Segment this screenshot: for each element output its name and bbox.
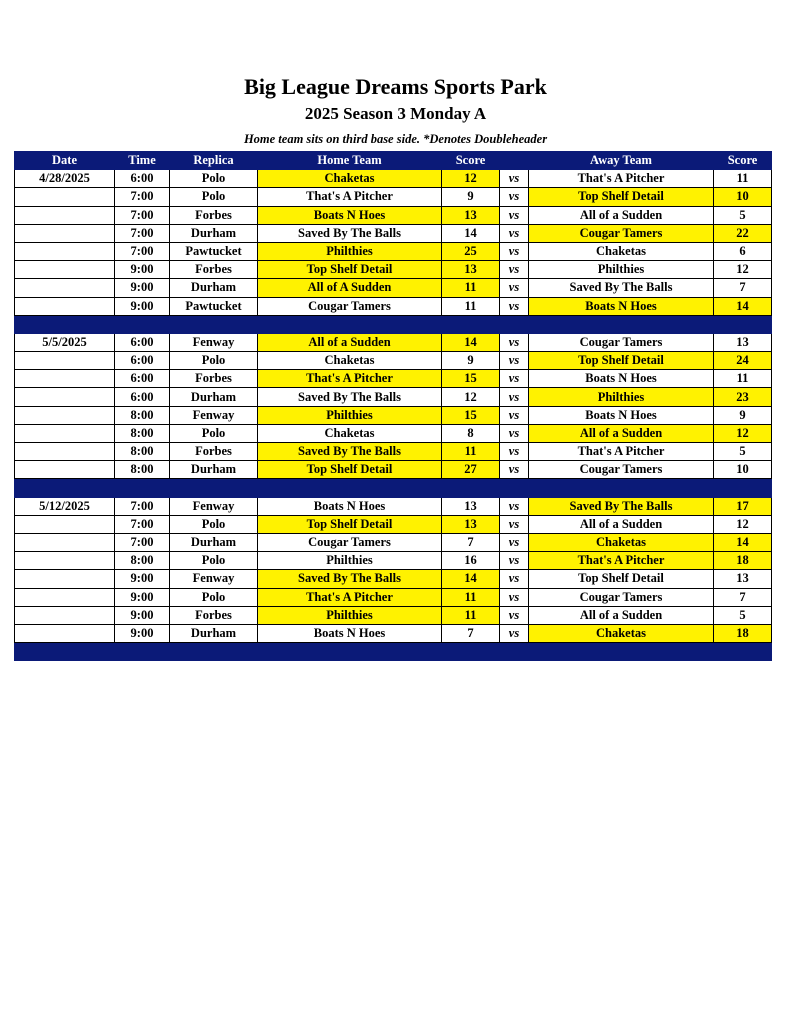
away-score: 7	[714, 279, 772, 297]
header-time: Time	[115, 152, 170, 170]
game-time: 7:00	[115, 224, 170, 242]
away-team: All of a Sudden	[529, 515, 714, 533]
game-date	[15, 242, 115, 260]
header-row	[15, 152, 772, 170]
away-score: 9	[714, 406, 772, 424]
game-field: Polo	[170, 515, 258, 533]
table-row	[15, 352, 772, 370]
away-team: Saved By The Balls	[529, 279, 714, 297]
schedule-body	[15, 170, 772, 661]
game-time: 6:00	[115, 333, 170, 351]
table-row	[15, 552, 772, 570]
game-date	[15, 570, 115, 588]
game-field: Forbes	[170, 443, 258, 461]
vs-label: vs	[500, 224, 529, 242]
game-field: Fenway	[170, 333, 258, 351]
vs-label: vs	[500, 533, 529, 551]
game-date	[15, 406, 115, 424]
home-team: Philthies	[258, 606, 442, 624]
home-score: 15	[442, 406, 500, 424]
separator-cell	[714, 643, 772, 661]
game-date	[15, 424, 115, 442]
game-field: Pawtucket	[170, 242, 258, 260]
game-time: 6:00	[115, 352, 170, 370]
away-team: Cougar Tamers	[529, 588, 714, 606]
home-score: 13	[442, 515, 500, 533]
separator-cell	[170, 315, 258, 333]
game-field: Fenway	[170, 497, 258, 515]
separator-cell	[15, 643, 115, 661]
away-team: Chaketas	[529, 242, 714, 260]
game-date	[15, 188, 115, 206]
game-field: Durham	[170, 388, 258, 406]
game-time: 9:00	[115, 606, 170, 624]
home-score: 11	[442, 297, 500, 315]
away-score: 14	[714, 297, 772, 315]
away-score: 24	[714, 352, 772, 370]
separator-cell	[258, 315, 442, 333]
away-score: 14	[714, 533, 772, 551]
away-score: 5	[714, 206, 772, 224]
separator-cell	[442, 643, 500, 661]
game-field: Polo	[170, 352, 258, 370]
table-row	[15, 497, 772, 515]
game-date: 5/5/2025	[15, 333, 115, 351]
home-team: Saved By The Balls	[258, 388, 442, 406]
game-date: 5/12/2025	[15, 497, 115, 515]
table-row	[15, 279, 772, 297]
game-date	[15, 370, 115, 388]
vs-label: vs	[500, 188, 529, 206]
away-score: 7	[714, 588, 772, 606]
table-row	[15, 333, 772, 351]
game-time: 9:00	[115, 261, 170, 279]
game-field: Durham	[170, 533, 258, 551]
header-home-score: Score	[442, 152, 500, 170]
vs-label: vs	[500, 333, 529, 351]
game-field: Polo	[170, 170, 258, 188]
away-score: 12	[714, 515, 772, 533]
home-score: 11	[442, 443, 500, 461]
separator-cell	[529, 315, 714, 333]
home-score: 14	[442, 333, 500, 351]
home-score: 11	[442, 588, 500, 606]
table-row	[15, 188, 772, 206]
away-team: That's A Pitcher	[529, 443, 714, 461]
home-team: Chaketas	[258, 424, 442, 442]
game-date	[15, 388, 115, 406]
separator-cell	[115, 315, 170, 333]
home-score: 7	[442, 533, 500, 551]
header-away-team: Away Team	[529, 152, 714, 170]
separator-cell	[500, 315, 529, 333]
away-team: Cougar Tamers	[529, 224, 714, 242]
away-score: 5	[714, 606, 772, 624]
game-time: 8:00	[115, 443, 170, 461]
home-team: Philthies	[258, 406, 442, 424]
away-team: Boats N Hoes	[529, 370, 714, 388]
home-team: Boats N Hoes	[258, 624, 442, 642]
header-home-team: Home Team	[258, 152, 442, 170]
game-time: 7:00	[115, 497, 170, 515]
home-team: Chaketas	[258, 352, 442, 370]
home-team: All of a Sudden	[258, 333, 442, 351]
home-team: Cougar Tamers	[258, 297, 442, 315]
table-row	[15, 224, 772, 242]
home-team: Saved By The Balls	[258, 570, 442, 588]
game-time: 6:00	[115, 370, 170, 388]
home-score: 7	[442, 624, 500, 642]
home-score: 12	[442, 388, 500, 406]
vs-label: vs	[500, 279, 529, 297]
vs-label: vs	[500, 261, 529, 279]
game-date	[15, 261, 115, 279]
home-team: All of A Sudden	[258, 279, 442, 297]
home-team: Philthies	[258, 242, 442, 260]
game-time: 9:00	[115, 624, 170, 642]
game-time: 8:00	[115, 461, 170, 479]
away-team: All of a Sudden	[529, 424, 714, 442]
away-team: Top Shelf Detail	[529, 570, 714, 588]
home-score: 8	[442, 424, 500, 442]
game-time: 7:00	[115, 515, 170, 533]
schedule-table	[14, 151, 772, 661]
away-score: 23	[714, 388, 772, 406]
table-row	[15, 388, 772, 406]
home-score: 14	[442, 224, 500, 242]
table-row	[15, 261, 772, 279]
vs-label: vs	[500, 170, 529, 188]
game-date	[15, 443, 115, 461]
header-date: Date	[15, 152, 115, 170]
away-team: Top Shelf Detail	[529, 188, 714, 206]
vs-label: vs	[500, 606, 529, 624]
away-score: 18	[714, 552, 772, 570]
away-score: 11	[714, 170, 772, 188]
game-field: Durham	[170, 461, 258, 479]
table-row	[15, 424, 772, 442]
home-team: Boats N Hoes	[258, 497, 442, 515]
week-separator	[15, 315, 772, 333]
game-date	[15, 552, 115, 570]
game-time: 9:00	[115, 570, 170, 588]
home-team: Cougar Tamers	[258, 533, 442, 551]
home-score: 9	[442, 352, 500, 370]
game-date	[15, 206, 115, 224]
away-score: 13	[714, 570, 772, 588]
header-replica: Replica	[170, 152, 258, 170]
game-time: 9:00	[115, 279, 170, 297]
header-vs	[500, 152, 529, 170]
away-team: All of a Sudden	[529, 206, 714, 224]
game-field: Polo	[170, 552, 258, 570]
table-row	[15, 443, 772, 461]
home-score: 11	[442, 279, 500, 297]
away-team: That's A Pitcher	[529, 170, 714, 188]
table-row	[15, 570, 772, 588]
game-date	[15, 606, 115, 624]
separator-cell	[500, 479, 529, 497]
game-time: 7:00	[115, 188, 170, 206]
away-score: 12	[714, 424, 772, 442]
home-score: 13	[442, 206, 500, 224]
vs-label: vs	[500, 443, 529, 461]
game-field: Fenway	[170, 406, 258, 424]
week-separator	[15, 643, 772, 661]
table-row	[15, 297, 772, 315]
table-row	[15, 515, 772, 533]
separator-cell	[714, 315, 772, 333]
home-team: Saved By The Balls	[258, 224, 442, 242]
table-row	[15, 406, 772, 424]
home-score: 9	[442, 188, 500, 206]
home-team: That's A Pitcher	[258, 588, 442, 606]
separator-cell	[258, 643, 442, 661]
game-field: Forbes	[170, 206, 258, 224]
away-team: Boats N Hoes	[529, 297, 714, 315]
home-score: 25	[442, 242, 500, 260]
away-score: 5	[714, 443, 772, 461]
game-field: Fenway	[170, 570, 258, 588]
separator-cell	[15, 315, 115, 333]
game-field: Polo	[170, 188, 258, 206]
game-field: Durham	[170, 279, 258, 297]
game-field: Durham	[170, 224, 258, 242]
game-time: 6:00	[115, 170, 170, 188]
game-date: 4/28/2025	[15, 170, 115, 188]
page-title: Big League Dreams Sports Park	[244, 74, 547, 99]
separator-cell	[115, 643, 170, 661]
away-score: 17	[714, 497, 772, 515]
table-row	[15, 461, 772, 479]
vs-label: vs	[500, 624, 529, 642]
home-team: Top Shelf Detail	[258, 515, 442, 533]
vs-label: vs	[500, 370, 529, 388]
game-field: Polo	[170, 588, 258, 606]
vs-label: vs	[500, 206, 529, 224]
vs-label: vs	[500, 461, 529, 479]
table-row	[15, 533, 772, 551]
separator-cell	[714, 479, 772, 497]
vs-label: vs	[500, 515, 529, 533]
table-row	[15, 606, 772, 624]
home-team: That's A Pitcher	[258, 188, 442, 206]
vs-label: vs	[500, 497, 529, 515]
home-team: Saved By The Balls	[258, 443, 442, 461]
away-team: Philthies	[529, 388, 714, 406]
game-date	[15, 588, 115, 606]
away-score: 10	[714, 461, 772, 479]
game-time: 9:00	[115, 297, 170, 315]
game-time: 7:00	[115, 533, 170, 551]
away-score: 13	[714, 333, 772, 351]
away-team: Cougar Tamers	[529, 333, 714, 351]
vs-label: vs	[500, 242, 529, 260]
game-field: Forbes	[170, 370, 258, 388]
away-team: All of a Sudden	[529, 606, 714, 624]
game-field: Forbes	[170, 261, 258, 279]
game-field: Forbes	[170, 606, 258, 624]
home-score: 14	[442, 570, 500, 588]
vs-label: vs	[500, 297, 529, 315]
separator-cell	[115, 479, 170, 497]
table-row	[15, 242, 772, 260]
away-score: 6	[714, 242, 772, 260]
home-team: Boats N Hoes	[258, 206, 442, 224]
vs-label: vs	[500, 424, 529, 442]
game-date	[15, 297, 115, 315]
vs-label: vs	[500, 388, 529, 406]
page-subtitle: 2025 Season 3 Monday A	[304, 104, 487, 123]
game-time: 7:00	[115, 206, 170, 224]
table-row	[15, 170, 772, 188]
away-team: Philthies	[529, 261, 714, 279]
separator-cell	[529, 479, 714, 497]
away-team: Cougar Tamers	[529, 461, 714, 479]
table-row	[15, 370, 772, 388]
game-date	[15, 515, 115, 533]
away-team: Chaketas	[529, 624, 714, 642]
separator-cell	[442, 315, 500, 333]
away-team: Boats N Hoes	[529, 406, 714, 424]
home-score: 12	[442, 170, 500, 188]
separator-cell	[529, 643, 714, 661]
home-score: 11	[442, 606, 500, 624]
game-date	[15, 461, 115, 479]
home-score: 16	[442, 552, 500, 570]
vs-label: vs	[500, 552, 529, 570]
game-date	[15, 224, 115, 242]
game-date	[15, 352, 115, 370]
game-time: 8:00	[115, 424, 170, 442]
away-score: 12	[714, 261, 772, 279]
game-time: 8:00	[115, 406, 170, 424]
game-time: 7:00	[115, 242, 170, 260]
game-field: Pawtucket	[170, 297, 258, 315]
home-score: 13	[442, 261, 500, 279]
away-team: Saved By The Balls	[529, 497, 714, 515]
away-team: That's A Pitcher	[529, 552, 714, 570]
game-field: Polo	[170, 424, 258, 442]
separator-cell	[500, 643, 529, 661]
header-away-score: Score	[714, 152, 772, 170]
separator-cell	[442, 479, 500, 497]
home-team: Philthies	[258, 552, 442, 570]
game-date	[15, 279, 115, 297]
separator-cell	[170, 643, 258, 661]
away-score: 18	[714, 624, 772, 642]
table-row	[15, 588, 772, 606]
schedule-note: Home team sits on third base side. *Denotes Doubleheader	[243, 132, 548, 146]
away-score: 10	[714, 188, 772, 206]
table-row	[15, 624, 772, 642]
away-team: Top Shelf Detail	[529, 352, 714, 370]
game-time: 8:00	[115, 552, 170, 570]
home-score: 13	[442, 497, 500, 515]
home-score: 15	[442, 370, 500, 388]
separator-cell	[170, 479, 258, 497]
vs-label: vs	[500, 352, 529, 370]
away-team: Chaketas	[529, 533, 714, 551]
away-score: 11	[714, 370, 772, 388]
away-score: 22	[714, 224, 772, 242]
home-team: Top Shelf Detail	[258, 461, 442, 479]
home-team: Top Shelf Detail	[258, 261, 442, 279]
vs-label: vs	[500, 570, 529, 588]
game-time: 9:00	[115, 588, 170, 606]
separator-cell	[15, 479, 115, 497]
game-time: 6:00	[115, 388, 170, 406]
home-team: That's A Pitcher	[258, 370, 442, 388]
separator-cell	[258, 479, 442, 497]
game-field: Durham	[170, 624, 258, 642]
week-separator	[15, 479, 772, 497]
home-score: 27	[442, 461, 500, 479]
vs-label: vs	[500, 406, 529, 424]
home-team: Chaketas	[258, 170, 442, 188]
game-date	[15, 624, 115, 642]
game-date	[15, 533, 115, 551]
vs-label: vs	[500, 588, 529, 606]
table-row	[15, 206, 772, 224]
